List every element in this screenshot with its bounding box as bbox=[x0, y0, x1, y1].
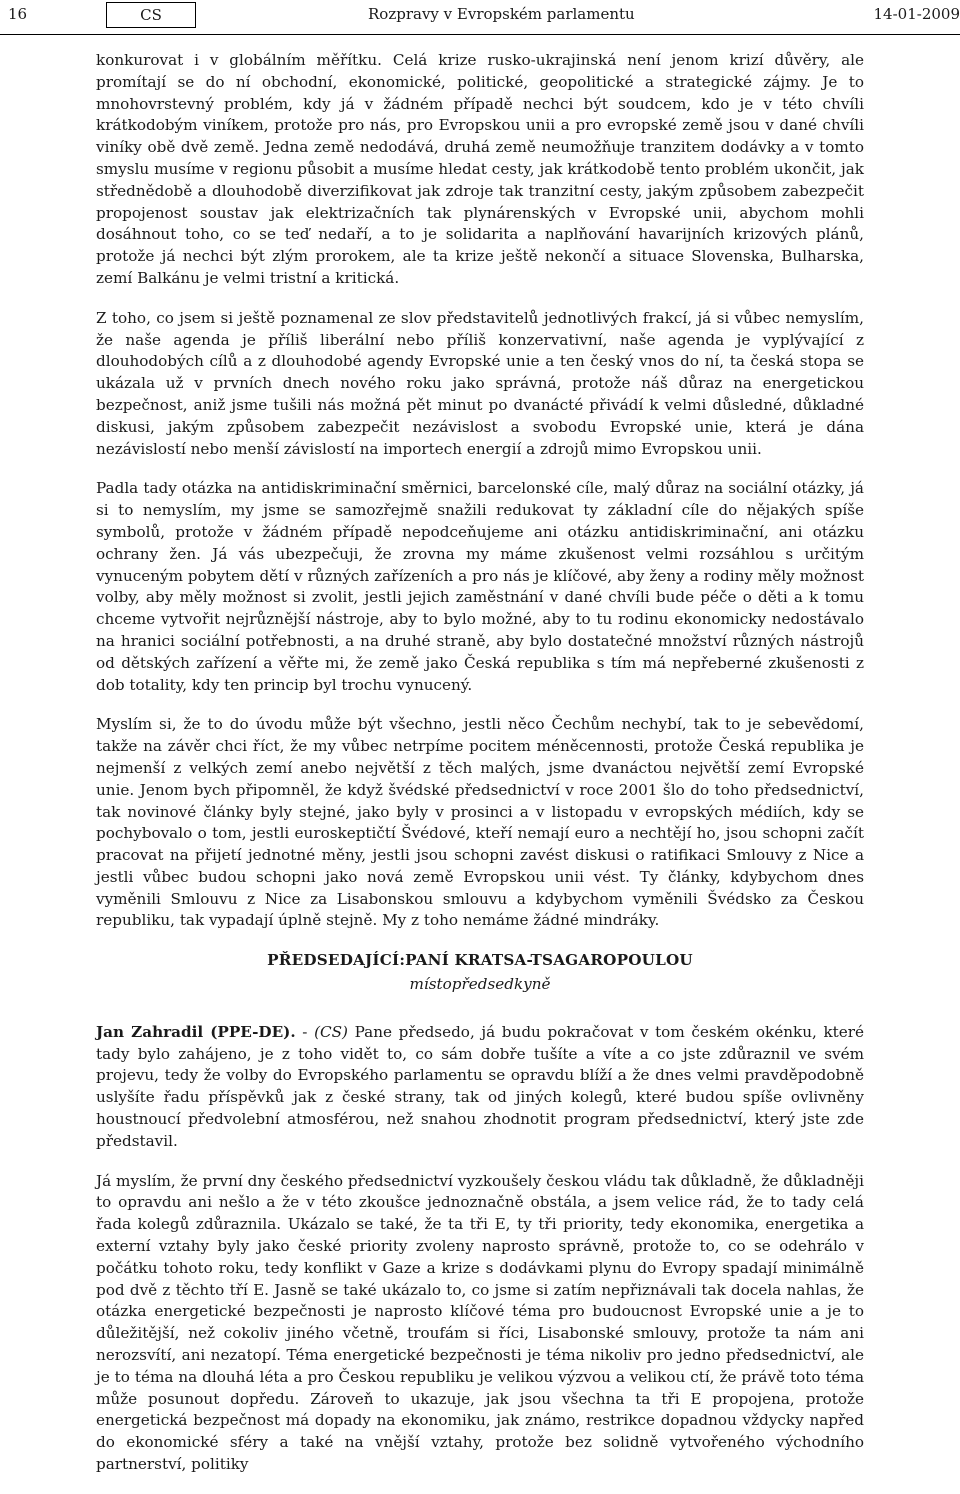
paragraph: Já myslím, že první dny českého předsednictví vyzkoušely českou vládu tak důkladně, že důkladněji to opravdu ani nešlo a že v této zkoušce jednoznačně obstála, a jsem velice rád, že to tady celá řada kolegů zdůraznila. Ukázalo se také, že ta tři E, ty tři priority, tedy ekonomika, energetika a externí vztahy byly jako české priority zvoleny naprosto správně, protože to, co se odehrálo v počátku tohoto roku, tedy konflikt v Gaze a krize s dodávkami plynu do Evropy spadají minimálně pod dvě z těchto tří E. Jasně se také ukázalo to, co jsme si zatím nepřiznávali tak docela nahlas, že otázka energetické bezpečnosti je naprosto klíčové téma pro budoucnost Evropské unie a je to důležitější, než cokoliv jiného včetně, troufám si říci, Lisabonské smlouvy, protože ta nám ani nerozsvítí, ani nezatopí. Téma energetické bezpečnosti je téma nikoliv pro jedno předsednictví, ale je to téma na dlouhá léta a pro Českou republiku je velikou výzvou a velikou ctí, že právě toto téma může posunout dopředu. Zároveň to ukazuje, jak jsou všechna ta tři E propojena, protože energetická bezpečnost má dopady na ekonomiku, jak známo, restrikce dopadnou vždycky napřed do ekonomické sféry a také na vnější vztahy, protože bez solidně vytvořeného východního partnerství, politiky bbox=[96, 1171, 864, 1474]
language-tag: (CS) bbox=[314, 1022, 348, 1041]
paragraph: Myslím si, že to do úvodu může být všechno, jestli něco Čechům nechybí, tak to je sebevědomí, takže na závěr chci říct, že my vůbec netrpíme pocitem méněcennosti, protože Česká republika je nejmenší z velkých zemí anebo největší z těch malých, jsme dvanáctou největší zemí Evropské unie. Jenom bych připomněl, že když švédské předsednictví v roce 2001 šlo do toho předsednictví, tak novinové články byly stejné, jako byly v prosinci a v listopadu v evropských médiích, kdy se pochybovalo o tom, jestli euroskeptičtí Švédové, kteří nemají euro a nechtějí ho, jsou schopni začít pracovat na přijetí jednotné měny, jestli jsou schopni zavést diskusi o ratifikaci Smlouvy z Nice a jestli vůbec budou schopni jako nová země Evropskou unii vést. Ty články, kdybychom dnes vyměnili Smlouvu z Nice za Lisabonskou smlouvu a kdybychom vyměnili Švédsko za Českou republiku, tak vypadají úplně stejně. My z toho nemáme žádné mindráky. bbox=[96, 715, 864, 930]
speaker-dash: - bbox=[295, 1022, 315, 1041]
paragraph: Z toho, co jsem si ještě poznamenal ze slov představitelů jednotlivých frakcí, já si vůbec nemyslím, že naše agenda je příliš liberální nebo příliš konzervativní, naše agenda je vyplývající z dlouhodobých cílů a z dlouhodobé agendy Evropské unie a ten český vnos do ní, ta česká stopa se ukázala už v prvních dnech nového roku jako správná, protože náš důraz na energetickou bezpečnost, aniž jsme tušili nás možná pět minut po dvanácté přivádí k velmi důsledné, důkladné diskusi, jakým způsobem zabezpečit nezávislost a svobodu Evropské unie, která je dána nezávislostí nebo menší závislostí na importech energií a zdrojů mimo Evropskou unii. bbox=[96, 308, 864, 458]
speaker-name: Jan Zahradil (PPE-DE). bbox=[96, 1022, 296, 1041]
document-body bbox=[96, 50, 864, 1494]
speech-text: Pane předsedo, já budu pokračovat v tom českém okénku, které tady bylo zahájeno, je z toho vidět to, co sám dobře tušíte a víte a co jste zdůraznil ve svém projevu, tedy že volby do Evropského parlamentu se opravdu blíží a že dnes velmi pravděpodobně uslyšíte řadu příspěvků jak z české strany, tak od jiných kolegů, které budou spíše ovlivněny houstnoucí předvolební atmosférou, než snahou zhodnotit program předsednictví, který jste zde představil. bbox=[96, 1022, 864, 1150]
paragraph: konkurovat i v globálním měřítku. Celá krize rusko-ukrajinská není jenom krizí důvěry, ale promítají se do ní obchodní, ekonomické, politické, geopolitické a strategické zájmy. Je to mnohovrstevný problém, kdy já v žádném případě nechci být soudcem, kdo je v této chvíli krátkodobým viníkem, protože pro nás, pro Evropskou unii a pro evropské země jsou v dané chvíli viníky obě dvě země. Jedna země nedodává, druhá země neumožňuje tranzitem dodávky a v tomto smyslu musíme v regionu působit a musíme hledat cesty, jak krátkodobě tento problém ukončit, jak střednědobě a dlouhodobě diverzifikovat jak zdroje tak tranzitní cesty, jakým způsobem zabezpečit propojenost soustav jak elektrizačních tak plynárenských v Evropské unii, abychom mohli dosáhnout toho, co se teď nedaří, a to je solidarita a naplňování havarijních krizových plánů, protože já nechci být zlým prorokem, ale ta krize ještě nekončí a situace Slovenska, Bulharska, zemí Balkánu je velmi tristní a kritická. bbox=[96, 51, 864, 287]
chair-role: místopředsedkyně bbox=[409, 975, 551, 994]
chair-heading: PŘEDSEDAJÍCÍ:PANÍ KRATSA-TSAGAROPOULOU bbox=[267, 951, 693, 970]
publication-title: Rozpravy v Evropském parlamentu bbox=[368, 5, 635, 23]
language-badge: CS bbox=[106, 2, 196, 28]
paragraph: Padla tady otázka na antidiskriminační směrnici, barcelonské cíle, malý důraz na sociální otázky, já si to nemyslím, my jsme se samozřejmě snažili redukovat ty základní cíle do nějakých spíše symbolů, protože v žádném případě nepodceňujeme ani otázku antidiskriminační, ani otázku ochrany žen. Já vás ubezpečuji, že zrovna my máme zkušenost velmi rozsáhlou s určitým vynuceným pobytem dětí v různých zařízeních a pro nás je klíčové, aby ženy a rodiny měly možnost volby, aby měly možnost si zvolit, jestli jejich zaměstnání v dané chvíli bude péče o děti a k tomu chceme vytvořit nejrůznější nástroje, aby to bylo možné, aby to tu rodinu ekonomicky nedostávalo na hranici sociální potřebnosti, a na druhé straně, aby bylo dostatečné množství různých nástrojů od dětských zařízení a věřte mi, že země jako Česká republika s tím má nepřeberné zkušenosti z dob totality, kdy ten princip byl trochu vynucený. bbox=[96, 479, 864, 694]
publication-date: 14-01-2009 bbox=[873, 5, 960, 23]
page-number: 16 bbox=[8, 5, 28, 23]
page-header bbox=[0, 0, 960, 35]
speech-paragraph bbox=[96, 1022, 864, 1153]
